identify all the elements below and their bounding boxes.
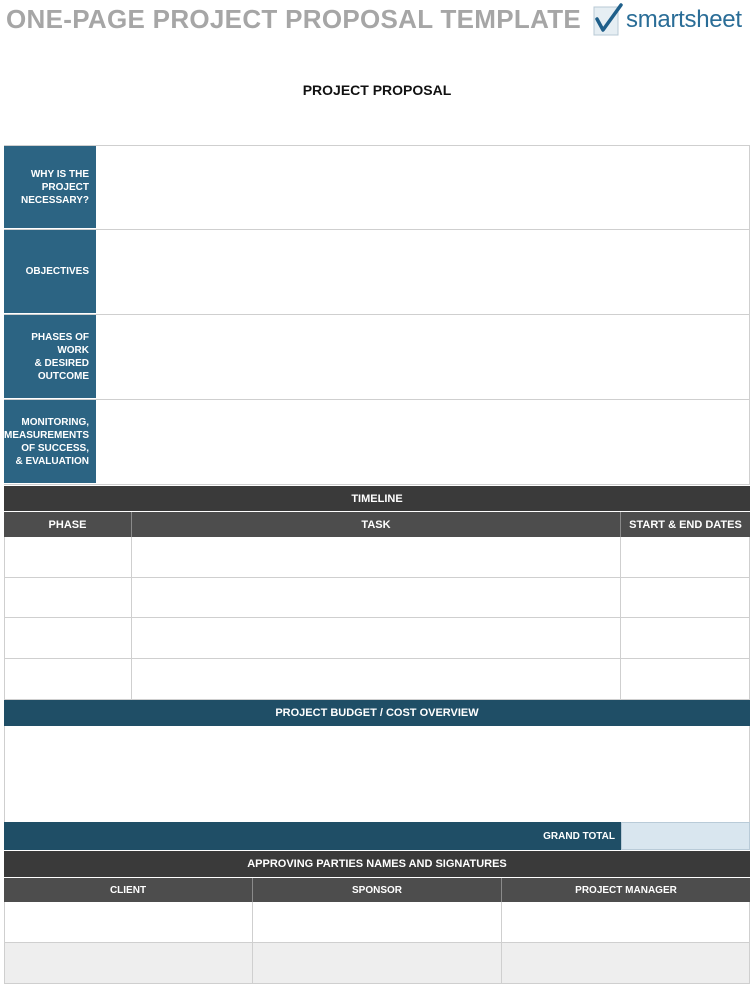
- column-header-project-manager: PROJECT MANAGER: [575, 884, 677, 896]
- proposal-sections: [4, 145, 750, 485]
- grand-total-row: [4, 822, 750, 850]
- phase-cell[interactable]: [4, 659, 132, 699]
- task-cell[interactable]: [132, 618, 621, 658]
- budget-header: PROJECT BUDGET / COST OVERVIEW: [4, 700, 750, 726]
- sponsor-signature-cell[interactable]: [253, 943, 502, 983]
- column-header-dates: START & END DATES: [629, 518, 742, 531]
- dates-cell[interactable]: [621, 659, 750, 699]
- column-header-sponsor: SPONSOR: [253, 878, 502, 902]
- section-label: PHASES OF WORK & DESIRED OUTCOME: [4, 315, 96, 399]
- task-cell[interactable]: [132, 659, 621, 699]
- table-row: [4, 902, 750, 943]
- phase-cell[interactable]: [4, 537, 132, 577]
- timeline-column-headers: [4, 512, 750, 537]
- task-cell[interactable]: [132, 537, 621, 577]
- section-label: MONITORING, MEASUREMENTS OF SUCCESS, & EVALUATION: [4, 400, 96, 484]
- section-row-monitoring: [4, 400, 750, 485]
- logo-text: smartsheet: [626, 6, 742, 33]
- document-heading: PROJECT PROPOSAL: [302, 82, 452, 98]
- phase-cell[interactable]: [4, 578, 132, 617]
- smartsheet-logo[interactable]: [592, 3, 752, 39]
- section-row-objectives: [4, 230, 750, 315]
- timeline-table: [4, 537, 750, 700]
- dates-cell[interactable]: [621, 618, 750, 658]
- phase-cell[interactable]: [4, 618, 132, 658]
- section-input-area[interactable]: [96, 400, 750, 484]
- timeline-header: TIMELINE: [4, 486, 750, 511]
- table-row: [4, 659, 750, 700]
- manager-signature-cell[interactable]: [502, 902, 750, 942]
- section-label: WHY IS THE PROJECT NECESSARY?: [4, 146, 96, 229]
- grand-total-label: GRAND TOTAL: [4, 822, 621, 850]
- dates-cell[interactable]: [621, 578, 750, 617]
- table-row: [4, 578, 750, 618]
- grand-total-value[interactable]: [621, 822, 750, 850]
- column-header-client: CLIENT: [4, 878, 253, 902]
- page-title: ONE-PAGE PROJECT PROPOSAL TEMPLATE: [6, 4, 582, 34]
- dates-cell[interactable]: [621, 537, 750, 577]
- table-row: [4, 618, 750, 659]
- approvals-header: APPROVING PARTIES NAMES AND SIGNATURES: [4, 851, 750, 877]
- checkmark-logo-icon: [592, 3, 624, 37]
- approvals-column-headers: [4, 878, 750, 902]
- client-signature-cell[interactable]: [4, 943, 253, 983]
- section-label: OBJECTIVES: [4, 230, 96, 314]
- client-signature-cell[interactable]: [4, 902, 253, 942]
- section-input-area[interactable]: [96, 230, 750, 314]
- column-header-phase: PHASE: [4, 512, 132, 537]
- section-input-area[interactable]: [96, 146, 750, 229]
- manager-signature-cell[interactable]: [502, 943, 750, 983]
- table-row: [4, 943, 750, 984]
- task-cell[interactable]: [132, 578, 621, 617]
- section-row-why-necessary: [4, 145, 750, 230]
- budget-input-area[interactable]: [4, 726, 750, 822]
- column-header-task: TASK: [132, 512, 621, 537]
- section-input-area[interactable]: [96, 315, 750, 399]
- sponsor-signature-cell[interactable]: [253, 902, 502, 942]
- table-row: [4, 537, 750, 578]
- approvals-table: [4, 902, 750, 984]
- section-row-phases: [4, 315, 750, 400]
